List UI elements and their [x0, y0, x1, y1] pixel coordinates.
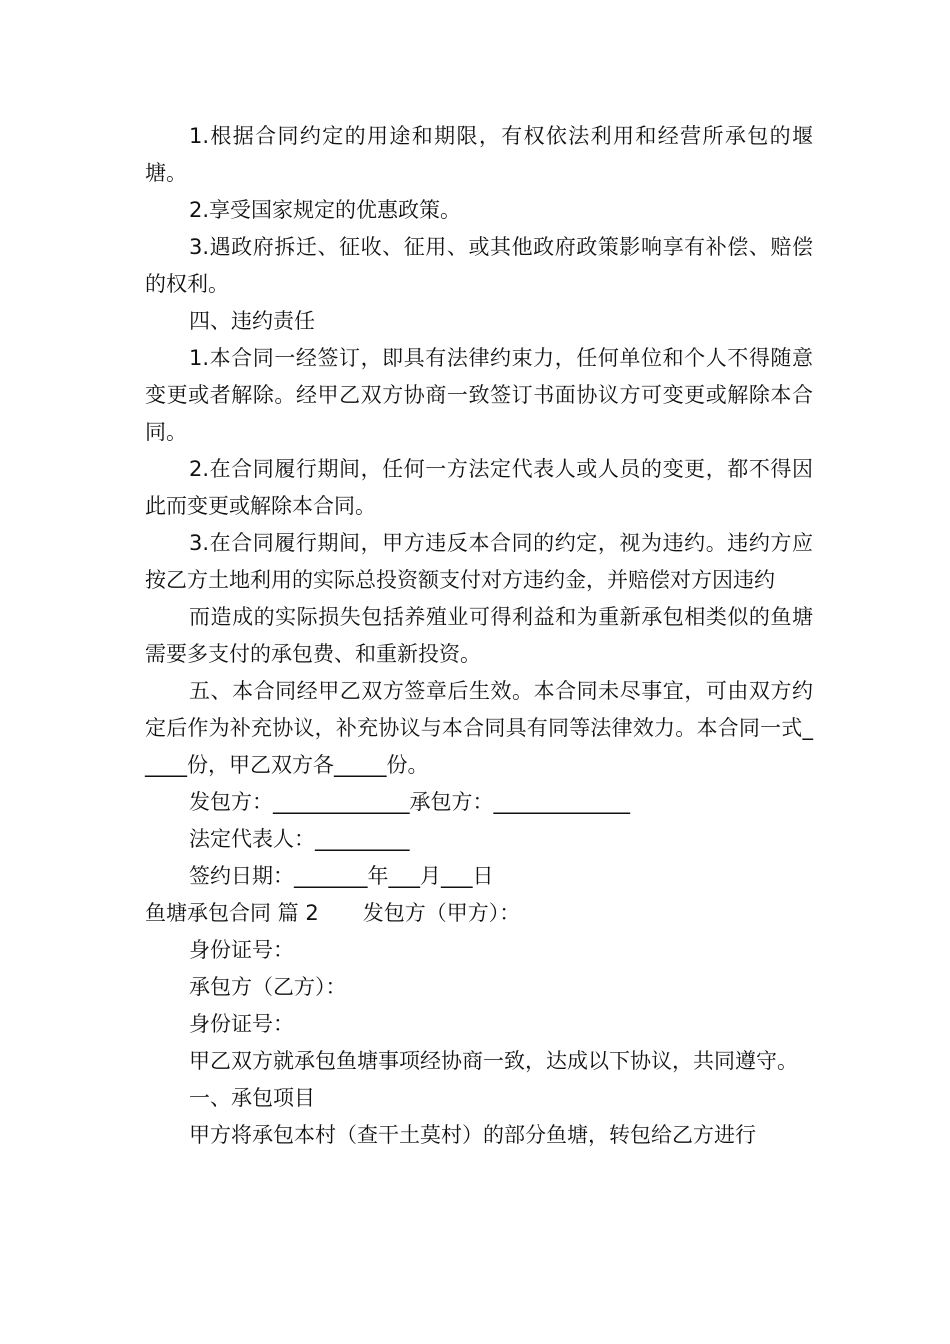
paragraph-right-2: 2.享受国家规定的优惠政策。: [189, 198, 462, 222]
paragraph-breach-3-continued: 而造成的实际损失包括养殖业可得利益和为重新承包相类似的鱼塘需要多支付的承包费、和重新投资。: [145, 605, 813, 666]
document-page: [145, 118, 813, 1154]
contract-2-first-party: 发包方（甲方）：: [362, 901, 521, 925]
party-b-label: 承包方（乙方）：: [189, 975, 347, 999]
id-number-1: 身份证号：: [189, 938, 294, 962]
section-heading-breach: 四、违约责任: [189, 309, 315, 333]
agreement-intro: 甲乙双方就承包鱼塘事项经协商一致，达成以下协议，共同遵守。: [189, 1049, 798, 1073]
signature-date: 签约日期：_______年___月___日: [189, 864, 494, 888]
signature-parties: 发包方：_____________承包方：_____________: [189, 790, 630, 814]
paragraph-project-1: 甲方将承包本村（查干土莫村）的部分鱼塘，转包给乙方进行: [189, 1123, 756, 1147]
contract-2-title-line: [145, 895, 813, 932]
section-heading-project: 一、承包项目: [189, 1086, 315, 1110]
id-number-2: 身份证号：: [189, 1012, 294, 1036]
paragraph-breach-2: 2.在合同履行期间，任何一方法定代表人或人员的变更，都不得因此而变更或解除本合同。: [145, 457, 813, 518]
signature-legal-rep: 法定代表人：_________: [189, 827, 410, 851]
contract-2-title: 鱼塘承包合同 篇 2: [145, 901, 319, 925]
paragraph-breach-1: 1.本合同一经签订，即具有法律约束力，任何单位和个人不得随意变更或者解除。经甲乙双方协商一致签订书面协议方可变更或解除本合同。: [145, 346, 813, 444]
paragraph-right-1: 1.根据合同约定的用途和期限，有权依法利用和经营所承包的堰塘。: [145, 124, 813, 185]
paragraph-breach-3: 3.在合同履行期间，甲方违反本合同的约定，视为违约。违约方应按乙方土地利用的实际总投资额支付对方违约金，并赔偿对方因违约: [145, 531, 813, 592]
paragraph-right-3: 3.遇政府拆迁、征收、征用、或其他政府政策影响享有补偿、赔偿的权利。: [145, 235, 813, 296]
paragraph-effective-clause: 五、本合同经甲乙双方签章后生效。本合同未尽事宜，可由双方约定后作为补充协议，补充协议与本合同具有同等法律效力。本合同一式_____份，甲乙双方各_____份。: [145, 679, 813, 777]
